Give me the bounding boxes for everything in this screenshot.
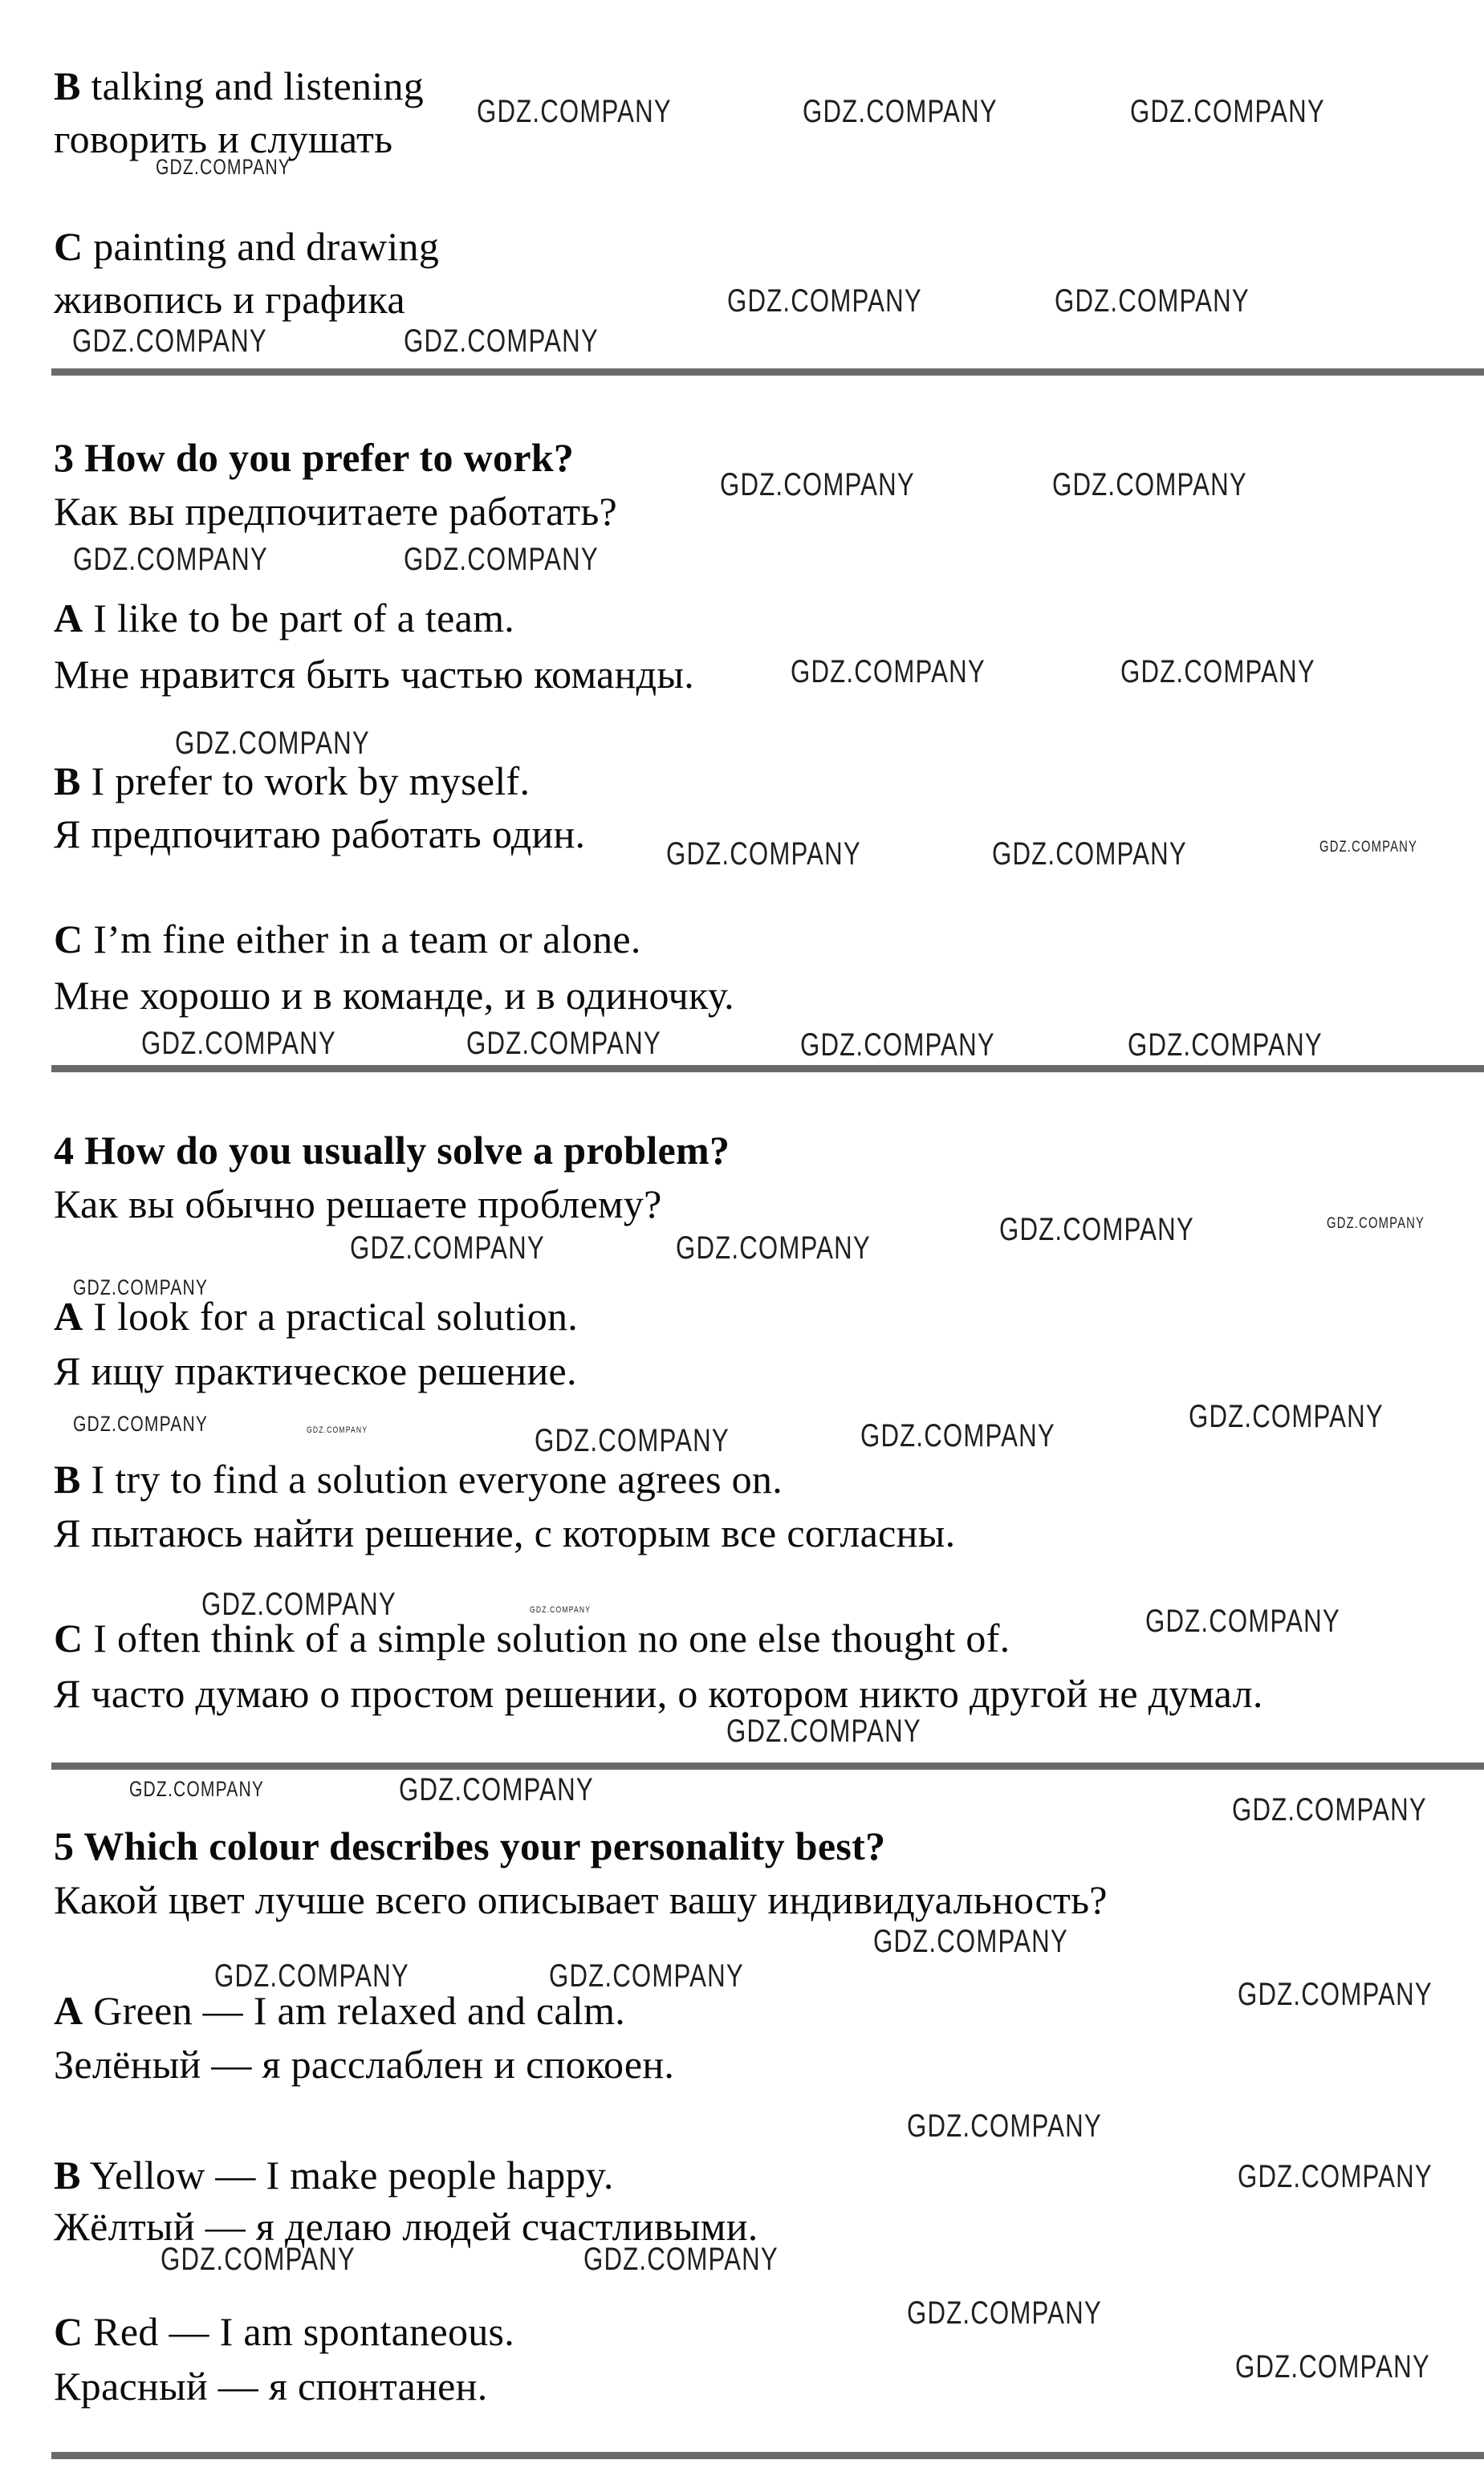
question-number: 5 bbox=[54, 1824, 75, 1868]
option-letter: A bbox=[54, 596, 83, 640]
option-line-ru: Я ищу практическое решение. bbox=[54, 1348, 577, 1393]
option-letter: C bbox=[54, 224, 83, 269]
watermark-gdz-company: GDZ.COMPANY bbox=[803, 94, 998, 129]
watermark-gdz-company: GDZ.COMPANY bbox=[1189, 1399, 1384, 1434]
question-text-en: Which colour describes your personality best? bbox=[83, 1824, 886, 1868]
option-line-en bbox=[54, 916, 641, 962]
watermark-gdz-company: GDZ.COMPANY bbox=[404, 542, 599, 577]
section-divider bbox=[51, 368, 1484, 376]
watermark-gdz-company: GDZ.COMPANY bbox=[73, 1412, 209, 1436]
watermark-gdz-company: GDZ.COMPANY bbox=[1232, 1792, 1427, 1828]
watermark-gdz-company: GDZ.COMPANY bbox=[1052, 467, 1247, 502]
watermark-gdz-company: GDZ.COMPANY bbox=[727, 283, 922, 319]
option-line-ru: Я часто думаю о простом решении, о котором никто другой не думал. bbox=[54, 1671, 1263, 1716]
section-divider bbox=[51, 2452, 1484, 2459]
option-letter: B bbox=[54, 758, 81, 803]
option-line-en bbox=[54, 223, 439, 270]
option-line-ru: Мне нравится быть частью команды. bbox=[54, 652, 695, 697]
watermark-gdz-company: GDZ.COMPANY bbox=[404, 323, 599, 359]
question-heading-en bbox=[54, 434, 574, 481]
watermark-gdz-company: GDZ.COMPANY bbox=[161, 2242, 356, 2277]
question-number: 3 bbox=[54, 435, 75, 480]
option-letter: A bbox=[54, 1988, 83, 2033]
section-divider bbox=[51, 1065, 1484, 1072]
option-line-en bbox=[54, 2152, 614, 2198]
option-text-en: Green — I am relaxed and calm. bbox=[93, 1988, 626, 2033]
question-number: 4 bbox=[54, 1128, 75, 1173]
option-line-en bbox=[54, 1293, 578, 1340]
option-text-en: painting and drawing bbox=[93, 224, 440, 269]
watermark-gdz-company: GDZ.COMPANY bbox=[992, 836, 1187, 872]
question-text-en: How do you usually solve a problem? bbox=[84, 1128, 730, 1173]
watermark-gdz-company: GDZ.COMPANY bbox=[860, 1418, 1055, 1454]
question-text-en: How do you prefer to work? bbox=[84, 435, 575, 480]
watermark-gdz-company: GDZ.COMPANY bbox=[1145, 1604, 1340, 1639]
option-line-en bbox=[54, 1987, 625, 2034]
section-divider bbox=[51, 1763, 1484, 1770]
watermark-gdz-company: GDZ.COMPANY bbox=[1055, 283, 1250, 319]
option-line-ru: Я пытаюсь найти решение, с которым все согласны. bbox=[54, 1510, 956, 1555]
option-text-en: I often think of a simple solution no one else thought of. bbox=[93, 1616, 1010, 1661]
option-line-en bbox=[54, 595, 514, 641]
option-letter: A bbox=[54, 1294, 83, 1339]
option-text-en: I’m fine either in a team or alone. bbox=[93, 917, 641, 962]
option-text-en: I try to find a solution everyone agrees on. bbox=[91, 1457, 783, 1502]
watermark-gdz-company: GDZ.COMPANY bbox=[175, 726, 370, 761]
option-line-ru: Я предпочитаю работать один. bbox=[54, 811, 586, 856]
watermark-gdz-company: GDZ.COMPANY bbox=[583, 2242, 779, 2277]
option-line-ru: Зелёный — я расслаблен и спокоен. bbox=[54, 2042, 675, 2087]
watermark-gdz-company: GDZ.COMPANY bbox=[907, 2108, 1102, 2144]
watermark-gdz-company: GDZ.COMPANY bbox=[549, 1958, 744, 1994]
option-line-en bbox=[54, 1615, 1010, 1661]
question-heading-en bbox=[54, 1127, 730, 1173]
watermark-gdz-company: GDZ.COMPANY bbox=[466, 1026, 661, 1061]
watermark-gdz-company: GDZ.COMPANY bbox=[201, 1587, 396, 1622]
option-line-en bbox=[54, 758, 530, 804]
option-line-ru: Мне хорошо и в команде, и в одиночку. bbox=[54, 973, 734, 1018]
watermark-gdz-company: GDZ.COMPANY bbox=[873, 1924, 1068, 1959]
watermark-gdz-company: GDZ.COMPANY bbox=[1235, 2349, 1430, 2385]
watermark-gdz-company: GDZ.COMPANY bbox=[214, 1958, 409, 1994]
watermark-gdz-company: GDZ.COMPANY bbox=[73, 1275, 209, 1299]
option-letter: B bbox=[54, 63, 81, 108]
question-heading-en bbox=[54, 1823, 885, 1869]
option-letter: C bbox=[54, 2309, 83, 2354]
question-heading-ru: Как вы предпочитаете работать? bbox=[54, 489, 618, 534]
option-letter: C bbox=[54, 1616, 83, 1661]
question-heading-ru: Какой цвет лучше всего описывает вашу индивидуальность? bbox=[54, 1877, 1108, 1922]
watermark-gdz-company: GDZ.COMPANY bbox=[676, 1230, 871, 1266]
watermark-gdz-company: GDZ.COMPANY bbox=[307, 1425, 368, 1435]
watermark-gdz-company: GDZ.COMPANY bbox=[1319, 839, 1418, 856]
option-text-en: talking and listening bbox=[91, 63, 425, 108]
watermark-gdz-company: GDZ.COMPANY bbox=[141, 1026, 336, 1061]
option-line-ru: Жёлтый — я делаю людей счастливыми. bbox=[54, 2204, 758, 2249]
watermark-gdz-company: GDZ.COMPANY bbox=[999, 1212, 1194, 1247]
watermark-gdz-company: GDZ.COMPANY bbox=[726, 1714, 921, 1749]
watermark-gdz-company: GDZ.COMPANY bbox=[720, 467, 915, 502]
option-line-ru: говорить и слушать bbox=[54, 116, 393, 161]
watermark-gdz-company: GDZ.COMPANY bbox=[791, 654, 986, 689]
option-text-en: I look for a practical solution. bbox=[93, 1294, 579, 1339]
watermark-gdz-company: GDZ.COMPANY bbox=[530, 1605, 592, 1615]
watermark-gdz-company: GDZ.COMPANY bbox=[535, 1423, 730, 1458]
option-line-en bbox=[54, 63, 424, 109]
watermark-gdz-company: GDZ.COMPANY bbox=[1238, 2159, 1433, 2194]
watermark-gdz-company: GDZ.COMPANY bbox=[1238, 1977, 1433, 2012]
watermark-gdz-company: GDZ.COMPANY bbox=[800, 1027, 995, 1063]
question-heading-ru: Как вы обычно решаете проблему? bbox=[54, 1181, 662, 1226]
option-letter: B bbox=[54, 2153, 81, 2198]
option-line-ru: Красный — я спонтанен. bbox=[54, 2364, 488, 2409]
watermark-gdz-company: GDZ.COMPANY bbox=[907, 2295, 1102, 2331]
option-letter: B bbox=[54, 1457, 81, 1502]
option-line-en bbox=[54, 1456, 783, 1502]
option-letter: C bbox=[54, 917, 83, 962]
option-line-ru: живопись и графика bbox=[54, 277, 405, 322]
watermark-gdz-company: GDZ.COMPANY bbox=[73, 542, 268, 577]
watermark-gdz-company: GDZ.COMPANY bbox=[350, 1230, 545, 1266]
watermark-gdz-company: GDZ.COMPANY bbox=[1130, 94, 1325, 129]
watermark-gdz-company: GDZ.COMPANY bbox=[477, 94, 672, 129]
option-text-en: Yellow — I make people happy. bbox=[89, 2153, 614, 2198]
watermark-gdz-company: GDZ.COMPANY bbox=[1120, 654, 1315, 689]
option-text-en: Red — I am spontaneous. bbox=[93, 2309, 515, 2354]
option-text-en: I prefer to work by myself. bbox=[91, 758, 531, 803]
watermark-gdz-company: GDZ.COMPANY bbox=[72, 323, 267, 359]
watermark-gdz-company: GDZ.COMPANY bbox=[1128, 1027, 1323, 1063]
watermark-gdz-company: GDZ.COMPANY bbox=[129, 1777, 265, 1801]
watermark-gdz-company: GDZ.COMPANY bbox=[666, 836, 861, 872]
watermark-gdz-company: GDZ.COMPANY bbox=[399, 1772, 594, 1807]
option-line-en bbox=[54, 2308, 514, 2355]
watermark-gdz-company: GDZ.COMPANY bbox=[1327, 1215, 1425, 1232]
watermark-gdz-company: GDZ.COMPANY bbox=[156, 155, 291, 179]
option-text-en: I like to be part of a team. bbox=[93, 596, 515, 640]
